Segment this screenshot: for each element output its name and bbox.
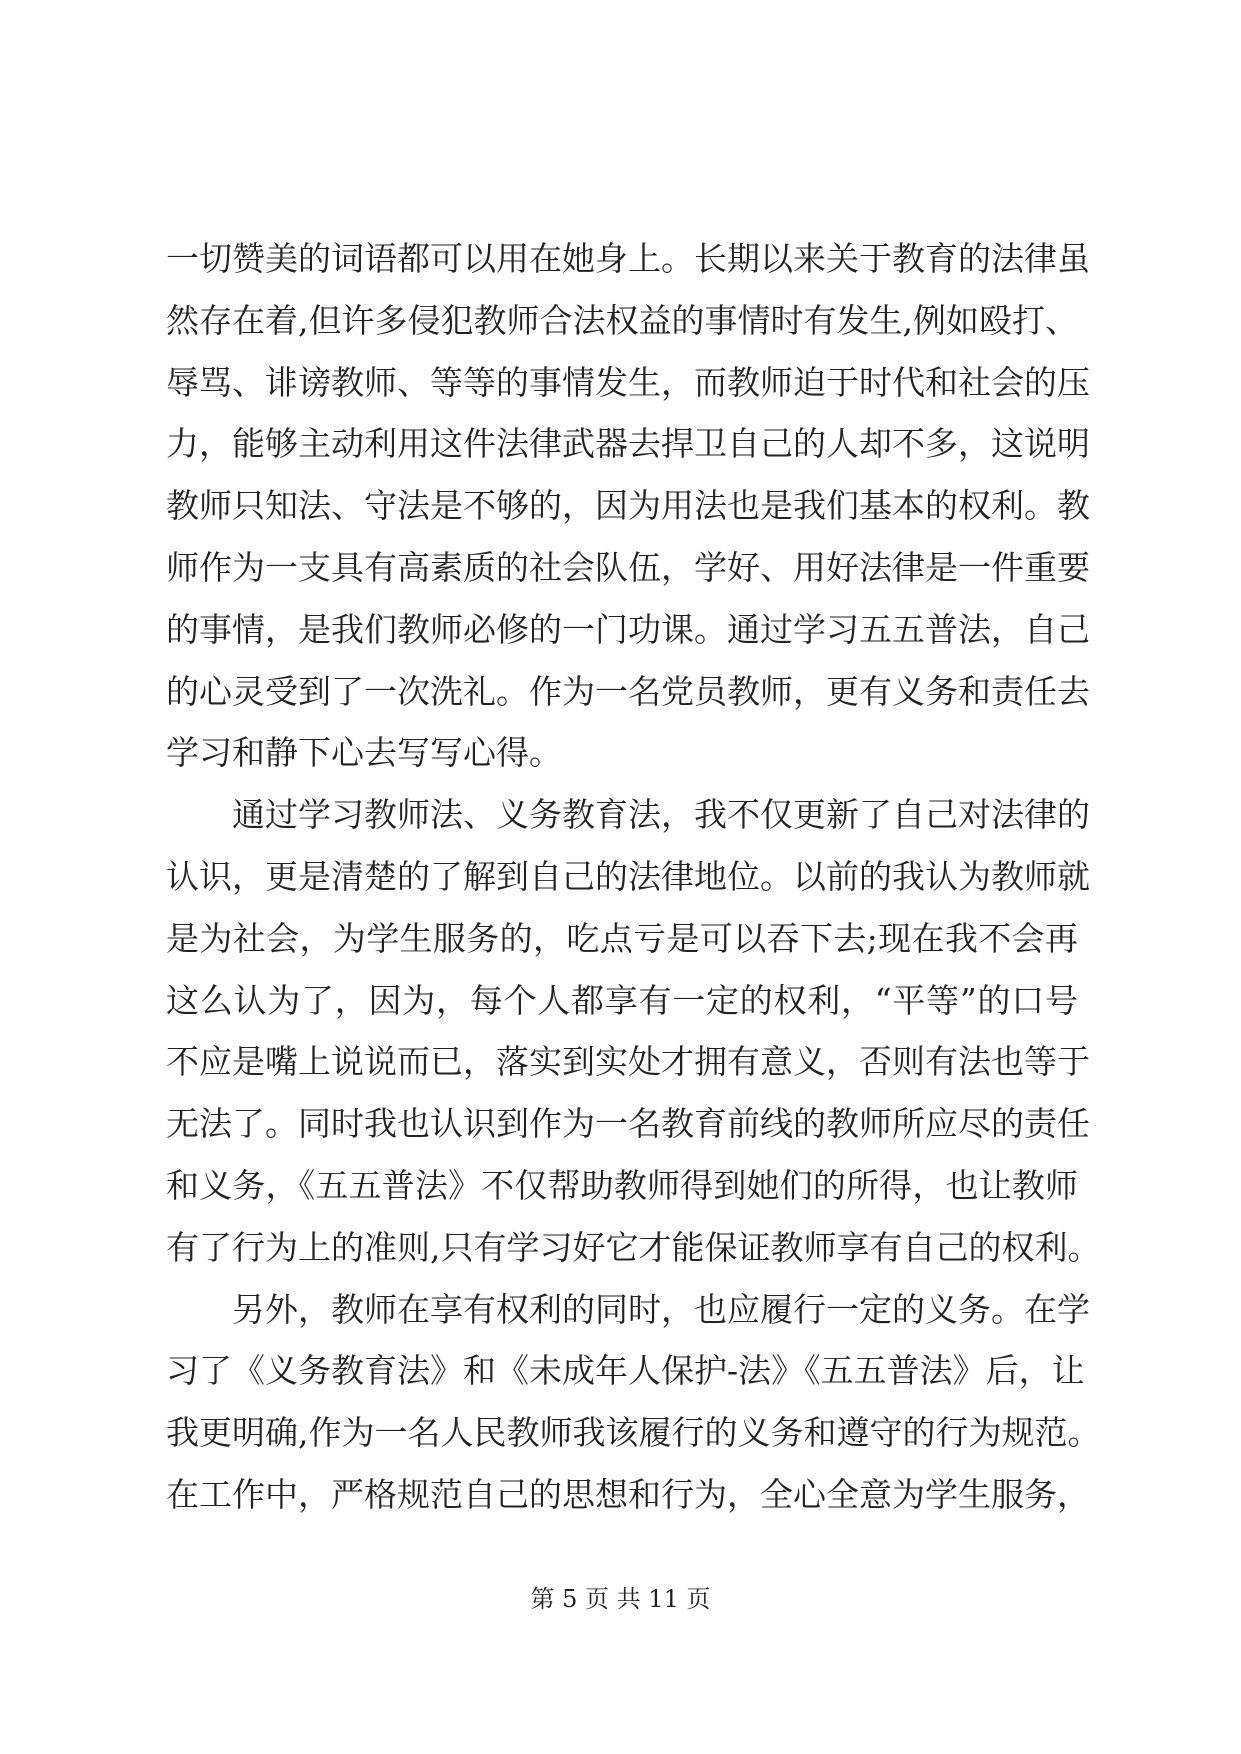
- paragraph-first-line: 另外，教师在享有权利的同时，也应履行一定的义务。在学: [232, 1289, 1090, 1329]
- text-line: 师作为一支具有高素质的社会队伍，学好、用好法律是一件重要: [166, 547, 1090, 587]
- text-line: 然存在着,但许多侵犯教师合法权益的事情时有发生,例如殴打、: [166, 300, 1078, 340]
- text-line: 我更明确,作为一名人民教师我该履行的义务和遵守的行为规范。: [166, 1413, 1101, 1453]
- text-line: 这么认为了，因为，每个人都享有一定的权利，“平等”的口号: [166, 980, 1078, 1020]
- text-line: 不应是嘴上说说而已，落实到实处才拥有意义，否则有法也等于: [166, 1042, 1090, 1082]
- text-line: 无法了。同时我也认识到作为一名教育前线的教师所应尽的责任: [166, 1104, 1090, 1144]
- paragraph-first-line: 通过学习教师法、义务教育法，我不仅更新了自己对法律的: [232, 795, 1090, 835]
- text-line: 是为社会，为学生服务的，吃点亏是可以吞下去;现在我不会再: [166, 918, 1078, 958]
- text-line: 认识，更是清楚的了解到自己的法律地位。以前的我认为教师就: [166, 856, 1090, 896]
- text-line: 学习和静下心去写写心得。: [166, 733, 562, 773]
- text-line: 的事情，是我们教师必修的一门功课。通过学习五五普法，自己: [166, 609, 1090, 649]
- text-line: 力，能够主动利用这件法律武器去捍卫自己的人却不多，这说明: [166, 424, 1090, 464]
- text-line: 有了行为上的准则,只有学习好它才能保证教师享有自己的权利。: [166, 1227, 1101, 1267]
- text-line: 教师只知法、守法是不够的，因为用法也是我们基本的权利。教: [166, 486, 1090, 526]
- text-line: 和义务，《五五普法》不仅帮助教师得到她们的所得，也让教师: [166, 1165, 1078, 1205]
- text-line: 习了《义务教育法》和《未成年人保护-法》《五五普法》后，让: [166, 1351, 1085, 1391]
- page-number-footer: 第 5 页 共 11 页: [530, 1585, 711, 1613]
- text-line: 的心灵受到了一次洗礼。作为一名党员教师，更有义务和责任去: [166, 671, 1090, 711]
- text-line: 辱骂、诽谤教师、等等的事情发生，而教师迫于时代和社会的压: [166, 362, 1090, 402]
- text-line: 一切赞美的词语都可以用在她身上。长期以来关于教育的法律虽: [166, 239, 1090, 278]
- document-body: [166, 228, 1101, 1526]
- text-line: 在工作中，严格规范自己的思想和行为，全心全意为学生服务，: [166, 1474, 1090, 1514]
